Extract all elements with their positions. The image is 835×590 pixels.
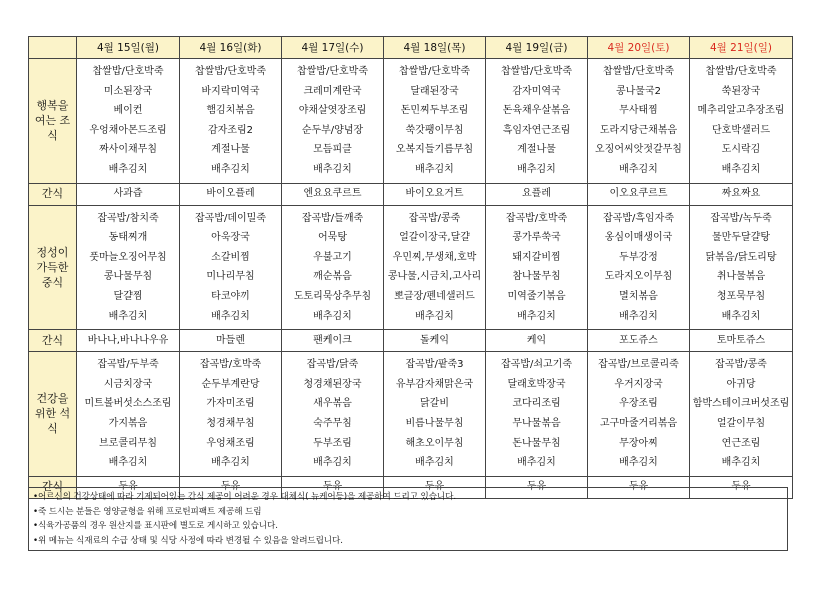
menu-item: 잡곡밥/닭죽 [306, 359, 359, 371]
menu-item: 우엉채아몬드조림 [89, 124, 167, 136]
menu-item: 아귀당 [726, 378, 756, 390]
snack-item: 케익 [486, 330, 588, 352]
menu-item: 콩나물국2 [615, 85, 661, 97]
snack-category-label: 간식 [29, 183, 77, 205]
menu-item: 두부조림 [313, 437, 352, 449]
menu-item: 옹심이매생이국 [604, 232, 673, 244]
menu-item: 가자미조림 [206, 398, 255, 410]
snack-row [29, 330, 793, 352]
day-meal-cell [282, 205, 384, 330]
menu-item: 찹쌀밥/단호박죽 [501, 66, 572, 77]
menu-item: 우불고기 [313, 251, 352, 263]
menu-item: 감자미역국 [512, 85, 561, 97]
menu-item: 배추김치 [313, 163, 352, 175]
menu-item: 도시락김 [721, 144, 761, 156]
menu-item: 흑임자연근조림 [502, 124, 571, 136]
menu-item: 우장조림 [619, 398, 658, 410]
menu-item: 비름나물무침 [405, 417, 464, 429]
menu-item: 시금치장국 [103, 378, 153, 390]
day-meal-cell [282, 352, 384, 477]
menu-item: 무나물볶음 [512, 417, 561, 429]
menu-item: 배추김치 [721, 163, 761, 175]
menu-item: 찹쌀밥/단호박죽 [705, 66, 777, 77]
menu-item: 타코야끼 [211, 290, 250, 302]
menu-item: 배추김치 [721, 310, 761, 322]
menu-item: 우민찌,무생채,호박 [392, 251, 477, 263]
menu-item: 브로콜리무침 [99, 437, 157, 449]
menu-item: 배추김치 [211, 457, 250, 469]
menu-item: 찹쌀밥/단호박죽 [297, 66, 368, 77]
menu-item: 뽀글장/펜네샐러드 [394, 290, 475, 302]
menu-item: 잡곡밥/호박죽 [199, 359, 262, 371]
menu-item: 새우볶음 [313, 398, 352, 410]
menu-item: 메추리알고추장조림 [697, 105, 785, 117]
menu-item: 배추김치 [619, 310, 658, 322]
menu-item: 어묵탕 [318, 232, 347, 244]
menu-item: 미소된장국 [103, 85, 153, 97]
menu-item: 배추김치 [313, 310, 352, 322]
menu-item: 순두부계란당 [201, 378, 260, 390]
note-line: •식육가공품의 경우 원산지를 표시판에 별도로 게시하고 있습니다. [33, 521, 278, 532]
menu-item: 오징어씨앗젓갈무침 [595, 144, 682, 156]
snack-item: 포도쥬스 [588, 330, 690, 352]
snack-item: 요플레 [486, 183, 588, 205]
menu-item: 바지락미역국 [201, 85, 260, 97]
menu-item: 고구마줄거리볶음 [599, 417, 678, 429]
menu-item: 잡곡밥/브로콜리죽 [598, 359, 679, 371]
day-meal-cell [180, 205, 282, 330]
menu-item: 배추김치 [108, 457, 148, 469]
menu-item: 달걀찜 [113, 290, 143, 302]
day-header: 4월 16일(화) [180, 37, 282, 59]
menu-item: 돈민찌두부조림 [400, 105, 469, 117]
menu-item: 모듬피클 [313, 144, 352, 156]
menu-item: 닭갈비 [420, 398, 449, 410]
menu-item: 아욱장국 [211, 232, 250, 244]
snack-item: 두유 [486, 476, 588, 498]
corner-cell [29, 37, 77, 59]
snack-item: 두유 [690, 476, 793, 498]
snack-item: 이오요쿠르트 [588, 183, 690, 205]
day-meal-cell [690, 59, 793, 184]
day-header: 4월 21일(일) [690, 37, 793, 59]
menu-item: 도토리묵상추무침 [293, 290, 372, 302]
menu-item: 크레미계란국 [303, 85, 362, 97]
snack-item: 바나나,바나나우유 [77, 330, 180, 352]
snack-item: 토마토쥬스 [690, 330, 793, 352]
menu-item: 찹쌀밥/단호박죽 [603, 66, 674, 77]
day-header: 4월 20일(토) [588, 37, 690, 59]
day-meal-cell [384, 205, 486, 330]
snack-item: 엔요요쿠르트 [282, 183, 384, 205]
menu-item: 배추김치 [211, 310, 250, 322]
meal-category-label: 행복을 여는 조식 [29, 59, 77, 184]
snack-item: 두유 [282, 476, 384, 498]
menu-item: 잡곡밥/녹두죽 [710, 212, 772, 224]
snack-item: 돌케익 [384, 330, 486, 352]
day-meal-cell [77, 59, 180, 184]
menu-item: 배추김치 [619, 457, 658, 469]
menu-item: 잡곡밥/콩죽 [408, 212, 461, 224]
note-line: •어르신의 건강상태에 따라 기제되어있는 간식 제공이 어려운 경우 대체식( 뉴케어등)을 제공하여 드리고 있습니다. [33, 492, 456, 502]
weekly-menu-table [28, 36, 793, 499]
day-meal-cell [486, 352, 588, 477]
menu-item: 잡곡밥/흑임자죽 [603, 212, 674, 224]
menu-item: 닭볶음/닭도리탕 [705, 251, 777, 263]
menu-item: 무장아찌 [619, 437, 658, 449]
menu-item: 미나리무침 [206, 271, 255, 283]
day-meal-cell [77, 352, 180, 477]
menu-item: 잡곡밥/콩죽 [715, 359, 767, 371]
day-meal-cell [180, 352, 282, 477]
snack-item: 마들렌 [180, 330, 282, 352]
menu-item: 배추김치 [517, 457, 556, 469]
day-meal-cell [282, 59, 384, 184]
day-meal-cell [486, 205, 588, 330]
menu-item: 배추김치 [721, 457, 761, 469]
menu-item: 베이컨 [113, 105, 143, 117]
menu-item: 동태찌개 [108, 232, 148, 244]
menu-item: 순두부/양념장 [301, 124, 364, 136]
snack-category-label: 간식 [29, 330, 77, 352]
menu-item: 콩나물,시금치,고사리 [387, 271, 482, 283]
snack-item: 두유 [588, 476, 690, 498]
day-meal-cell [486, 59, 588, 184]
menu-item: 얼갈이장국,달걀 [399, 232, 470, 244]
menu-item: 햄김치볶음 [206, 105, 255, 117]
menu-item: 콩가루쑥국 [512, 232, 561, 244]
menu-item: 유부감자채맑은국 [395, 378, 474, 390]
day-meal-cell [690, 352, 793, 477]
menu-item: 배추김치 [108, 310, 148, 322]
menu-item: 배추김치 [108, 163, 148, 175]
day-meal-cell [588, 59, 690, 184]
menu-item: 배추김치 [517, 163, 556, 175]
menu-item: 참나물무침 [512, 271, 561, 283]
menu-item: 멸치볶음 [619, 290, 658, 302]
menu-item: 달래된장국 [410, 85, 459, 97]
menu-item: 찹쌀밥/단호박죽 [92, 66, 164, 77]
menu-item: 우엉채조림 [206, 437, 255, 449]
menu-item: 돈나물무침 [512, 437, 561, 449]
snack-item: 팬케이크 [282, 330, 384, 352]
note-line: •죽 드시는 분들은 영양균형을 위해 프로틴피팩트 제공해 드림 [33, 506, 262, 517]
day-header: 4월 17일(수) [282, 37, 384, 59]
menu-item: 잡곡밥/참치죽 [97, 212, 159, 224]
snack-item: 바이오플레 [180, 183, 282, 205]
menu-item: 청경채무침 [206, 417, 255, 429]
menu-item: 청포묵무침 [716, 290, 766, 302]
menu-item: 얼갈이무침 [716, 417, 766, 429]
snack-item: 두유 [384, 476, 486, 498]
menu-item: 감자조림2 [207, 124, 253, 136]
menu-item: 단호박샐러드 [712, 124, 770, 136]
menu-item: 야채살엿장조림 [298, 105, 367, 117]
notes-box [28, 487, 788, 551]
menu-item: 우거지장국 [614, 378, 663, 390]
meal-row [29, 205, 793, 330]
menu-item: 무사태찜 [619, 105, 658, 117]
menu-item: 찹쌀밥/단호박죽 [399, 66, 470, 77]
menu-item: 쑥된장국 [721, 85, 761, 97]
day-header-row [29, 37, 793, 59]
snack-item: 짜요짜요 [690, 183, 793, 205]
menu-item: 배추김치 [415, 163, 454, 175]
menu-item: 소갈비찜 [211, 251, 250, 263]
menu-item: 잡곡밥/쇠고기죽 [501, 359, 572, 371]
menu-item: 도라지당근채볶음 [599, 124, 678, 136]
menu-item: 배추김치 [211, 163, 250, 175]
menu-item: 배추김치 [517, 310, 556, 322]
snack-row [29, 183, 793, 205]
menu-item: 풋마늘오징어무침 [89, 251, 167, 263]
day-meal-cell [77, 205, 180, 330]
menu-item: 함박스테이크버섯조림 [692, 398, 790, 410]
snack-item: 바이오요거트 [384, 183, 486, 205]
menu-item: 계절나물 [517, 144, 556, 156]
menu-item: 가지볶음 [108, 417, 148, 429]
meal-category-label: 건강을 위한 석식 [29, 352, 77, 477]
day-meal-cell [588, 352, 690, 477]
menu-item: 도라지오이무침 [604, 271, 673, 283]
snack-item: 사과즙 [77, 183, 180, 205]
day-meal-cell [588, 205, 690, 330]
menu-item: 찹쌀밥/단호박죽 [195, 66, 266, 77]
day-meal-cell [384, 59, 486, 184]
day-meal-cell [180, 59, 282, 184]
menu-item: 달래호박장국 [507, 378, 566, 390]
meal-category-label: 정성이 가득한 중식 [29, 205, 77, 330]
menu-item: 숙주무침 [313, 417, 352, 429]
snack-item: 두유 [77, 476, 180, 498]
menu-item: 잡곡밥/팥죽3 [405, 359, 464, 371]
menu-item: 두부강정 [619, 251, 658, 263]
note-line: •위 메뉴는 식재료의 수급 상태 및 식당 사정에 따라 변경될 수 있음을 알려드립니다. [33, 535, 343, 546]
menu-item: 청경채된장국 [303, 378, 362, 390]
meal-row [29, 59, 793, 184]
menu-item: 배추김치 [415, 310, 454, 322]
day-header: 4월 18일(목) [384, 37, 486, 59]
menu-item: 깨순볶음 [313, 271, 352, 283]
day-header: 4월 15일(월) [77, 37, 180, 59]
menu-item: 물만두달걀탕 [712, 232, 770, 244]
menu-item: 돈육채우살볶음 [502, 105, 571, 117]
menu-item: 배추김치 [619, 163, 658, 175]
menu-item: 콩나물무침 [103, 271, 153, 283]
menu-body [29, 59, 793, 499]
menu-item: 연근조림 [721, 437, 761, 449]
meal-row [29, 352, 793, 477]
menu-item: 배추김치 [415, 457, 454, 469]
menu-item: 계절나물 [211, 144, 250, 156]
snack-category-label: 간식 [29, 476, 77, 498]
menu-item: 미트볼버섯소스조림 [84, 398, 172, 410]
menu-item: 취나물볶음 [716, 271, 766, 283]
menu-item: 돼지갈비찜 [512, 251, 561, 263]
menu-item: 배추김치 [313, 457, 352, 469]
menu-item: 잡곡밥/들깨죽 [301, 212, 364, 224]
day-meal-cell [690, 205, 793, 330]
menu-item: 쑥갓팽이무침 [405, 124, 464, 136]
menu-item: 짜사이채무침 [99, 144, 157, 156]
menu-item: 해초오이무침 [405, 437, 464, 449]
day-header: 4월 19일(금) [486, 37, 588, 59]
menu-item: 코다리조림 [512, 398, 561, 410]
menu-item: 미역줄기볶음 [507, 290, 566, 302]
menu-item: 오복지들기름무침 [395, 144, 474, 156]
menu-item: 잡곡밥/데이밀죽 [195, 212, 266, 224]
day-meal-cell [384, 352, 486, 477]
snack-item: 두유 [180, 476, 282, 498]
menu-item: 잡곡밥/두부죽 [97, 359, 159, 371]
menu-item: 잡곡밥/호박죽 [505, 212, 568, 224]
